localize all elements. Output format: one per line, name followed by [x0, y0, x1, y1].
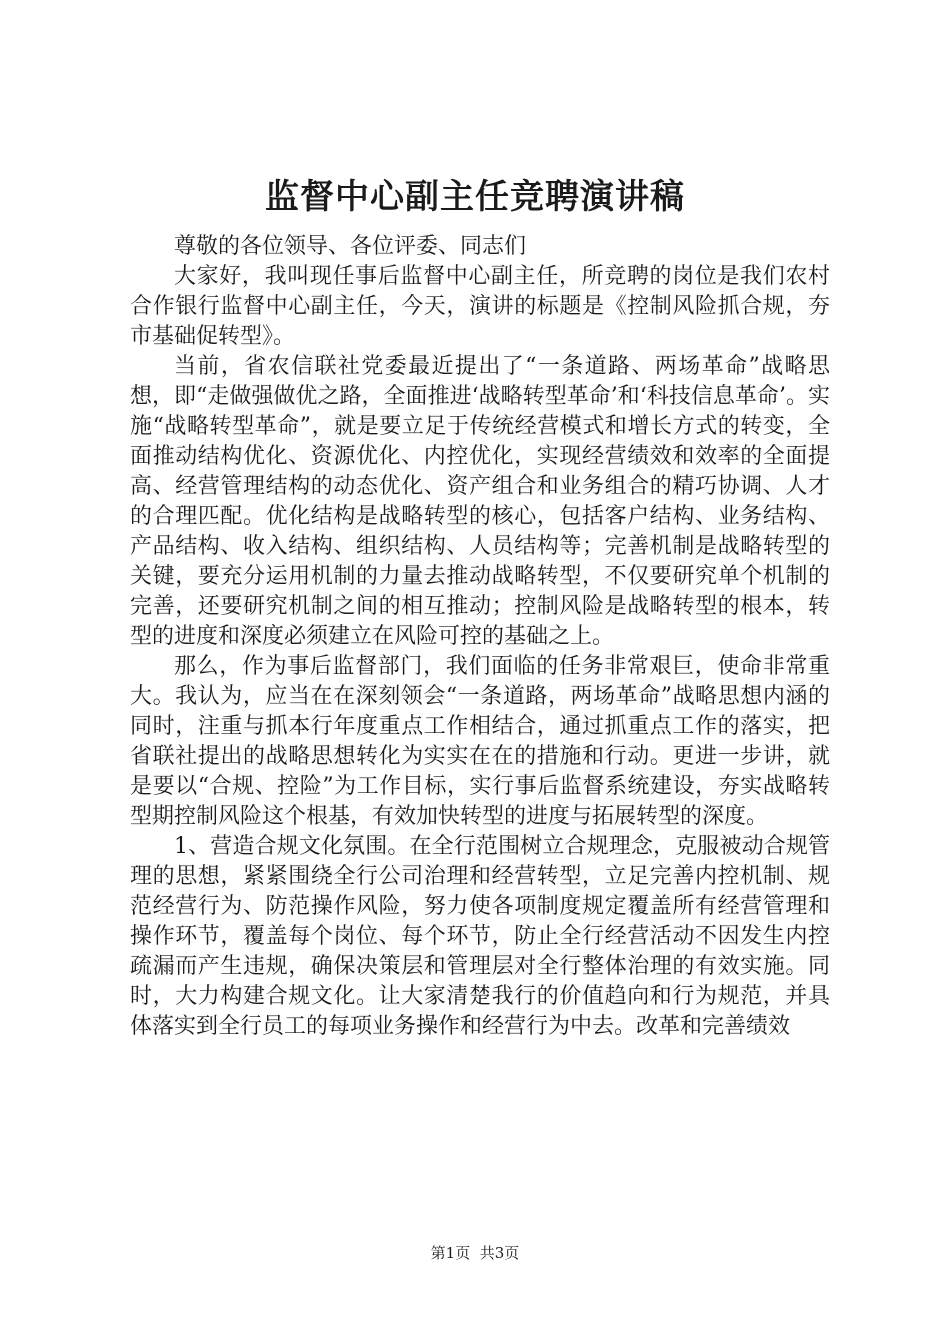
compliance-culture-paragraph: 1、营造合规文化氛围。在全行范围树立合规理念，克服被动合规管理的思想，紧紧围绕全行公司治理和经营转型，立足完善内控机制、规范经营行为、防范操作风险，努力使各项制度规定覆盖所有经营管理和操作环节，覆盖每个岗位、每个环节，防止全行经营活动不因发生内控疏漏而产生违规，确保决策层和管理层对全行整体治理的有效实施。同时，大力构建合规文化。让大家清楚我行的价值趋向和行为规范，并具体落实到全行员工的每项业务操作和经营行为中去。改革和完善绩效: [130, 834, 830, 1039]
page-total: 共3页: [479, 1244, 520, 1262]
page-number: 第1页: [430, 1244, 471, 1262]
strategy-paragraph: 当前，省农信联社党委最近提出了“一条道路、两场革命”战略思想，即“走做强做优之路，全面推进‘战略转型革命’和‘科技信息革命’。实施“战略转型革命”，就是要立足于传统经营模式和增长方式的转变，全面推动结构优化、资源优化、内控优化，实现经营绩效和效率的全面提高、经营管理结构的动态优化、资产组合和业务组合的精巧协调、人才的合理匹配。优化结构是战略转型的核心，包括客户结构、业务结构、产品结构、收入结构、组织结构、人员结构等；完善机制是战略转型的关键，要充分运用机制的力量去推动战略转型，不仅要研究单个机制的完善，还要研究机制之间的相互推动；控制风险是战略转型的根本，转型的进度和深度必须建立在风险可控的基础之上。: [130, 354, 830, 649]
document-body: [130, 232, 830, 1042]
salutation-paragraph: 尊敬的各位领导、各位评委、同志们: [174, 234, 527, 259]
page-footer: [0, 1246, 950, 1261]
document-title: 监督中心副主任竞聘演讲稿: [265, 177, 685, 217]
intro-paragraph: 大家好，我叫现任事后监督中心副主任，所竞聘的岗位是我们农村合作银行监督中心副主任，今天，演讲的标题是《控制风险抓合规，夯市基础促转型》。: [130, 264, 830, 349]
footer-separator: [470, 1244, 480, 1262]
task-paragraph: 那么，作为事后监督部门，我们面临的任务非常艰巨，使命非常重大。我认为，应当在在深刻领会“一条道路，两场革命”战略思想内涵的同时，注重与抓本行年度重点工作相结合，通过抓重点工作的落实，把省联社提出的战略思想转化为实实在在的措施和行动。更进一步讲，就是要以“合规、控险”为工作目标，实行事后监督系统建设，夯实战略转型期控制风险这个根基，有效加快转型的进度与拓展转型的深度。: [130, 654, 830, 829]
